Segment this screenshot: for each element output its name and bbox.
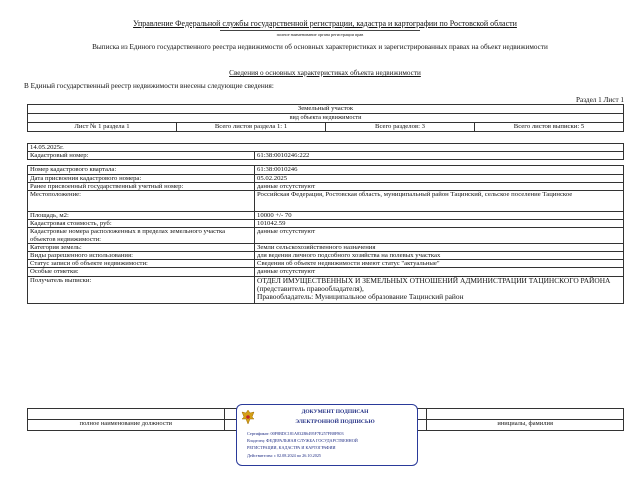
info-title: Сведения о основных характеристиках объекта недвижимости: [229, 69, 421, 77]
table-row: [28, 182, 624, 190]
field-label: Виды разрешенного использования:: [28, 252, 255, 260]
table-row: [28, 144, 624, 152]
table-row: [28, 191, 624, 212]
total-sheets-section: Всего листов раздела 1: 1: [177, 123, 326, 132]
stamp-line1: ДОКУМЕНТ ПОДПИСАН: [301, 409, 369, 415]
section-label: Раздел 1 Лист 1: [576, 96, 624, 104]
field-label: Кадастровый номер:: [28, 152, 255, 160]
table-row: [28, 220, 624, 228]
field-label: Категория земель:: [28, 243, 255, 251]
total-sheets-extract: Всего листов выписки: 5: [475, 123, 624, 132]
field-value: 10000 +/- 70: [255, 212, 624, 220]
field-value: Российская Федерация, Ростовская область, муниципальный район Тацинский, сельское поселение Тацинское: [255, 191, 624, 212]
field-label: Кадастровые номера расположенных в пределах земельного участка объектов недвижимости:: [28, 228, 255, 243]
rightholder: Правообладатель: Муниципальное образование Тацинский район: [257, 291, 464, 301]
field-value: данные отсутствуют: [255, 182, 624, 190]
eagle-emblem-icon: [241, 409, 255, 425]
stamp-owner2: РЕГИСТРАЦИИ, КАДАСТРА И КАРТОГРАФИИ: [247, 445, 336, 450]
stamp-owner: Владелец: ФЕДЕРАЛЬНАЯ СЛУЖБА ГОСУДАРСТВЕННОЙ: [247, 438, 358, 443]
total-sections: Всего разделов: 3: [326, 123, 475, 132]
field-label: Дата присвоения кадастрового номера:: [28, 174, 255, 182]
field-value: 101042.59: [255, 220, 624, 228]
agency-caption: полное наименование органа регистрации прав: [220, 30, 420, 37]
extract-date: 14.05.2025г.: [28, 144, 624, 152]
table-row: [28, 166, 624, 174]
registry-note: В Единый государственный реестр недвижимости внесены следующие сведения:: [24, 82, 274, 90]
name-caption: инициалы, фамилия: [427, 420, 624, 431]
field-label: Получатель выписки:: [28, 276, 255, 303]
field-value: 05.02.2025: [255, 174, 624, 182]
stamp-line2: ЭЛЕКТРОННОЙ ПОДПИСЬЮ: [295, 419, 375, 425]
object-header-table: [27, 104, 624, 132]
characteristics-table: [27, 143, 624, 304]
table-row: [28, 228, 624, 243]
field-value: данные отсутствуют: [255, 268, 624, 276]
table-row: [28, 268, 624, 276]
table-row: [28, 260, 624, 268]
field-label: Ранее присвоенный государственный учетный номер:: [28, 182, 255, 190]
field-value: [255, 276, 624, 303]
field-value: для ведения личного подсобного хозяйства на полевых участках: [255, 252, 624, 260]
position-caption: полное наименование должности: [28, 420, 225, 431]
field-value: 61:38:0010246: [255, 166, 624, 174]
field-value: данные отсутствуют: [255, 228, 624, 243]
table-row: [28, 212, 624, 220]
agency-name: Управление Федеральной службы государственной регистрации, кадастра и картографии по Ростовской области: [133, 19, 517, 28]
table-row: [28, 243, 624, 251]
table-row: [28, 152, 624, 160]
field-label: Номер кадастрового квартала:: [28, 166, 255, 174]
recipient-name: ОТДЕЛ ИМУЩЕСТВЕННЫХ И ЗЕМЕЛЬНЫХ ОТНОШЕНИЙ АДМИНИСТРАЦИИ ТАЦИНСКОГО РАЙОНА (представитель правообладателя),: [257, 275, 611, 293]
field-label: Особые отметки:: [28, 268, 255, 276]
field-label: Местоположение:: [28, 191, 255, 212]
object-type-caption: вид объекта недвижимости: [28, 114, 624, 123]
stamp-cert: Сертификат: 00F8BDC181A832B6495F7E257FB8F803: [247, 431, 344, 436]
field-label: Площадь, м2:: [28, 212, 255, 220]
field-label: Кадастровая стоимость, руб:: [28, 220, 255, 228]
table-row: [28, 252, 624, 260]
extract-title: Выписка из Единого государственного реестра недвижимости об основных характеристиках и зарегистрированных правах на объект недвижимости: [92, 43, 548, 51]
object-type: Земельный участок: [28, 105, 624, 114]
sheet-number: Лист № 1 раздела 1: [28, 123, 177, 132]
table-row: [28, 276, 624, 303]
electronic-signature-stamp: [236, 404, 418, 466]
field-value: 61:38:0010246:222: [255, 152, 624, 160]
field-value: Земли сельскохозяйственного назначения: [255, 243, 624, 251]
stamp-valid: Действителен: с 02.08.2024 по 26.10.2025: [247, 453, 322, 458]
table-row: [28, 174, 624, 182]
field-value: Сведения об объекте недвижимости имеют статус "актуальные": [255, 260, 624, 268]
field-label: Статус записи об объекте недвижимости:: [28, 260, 255, 268]
